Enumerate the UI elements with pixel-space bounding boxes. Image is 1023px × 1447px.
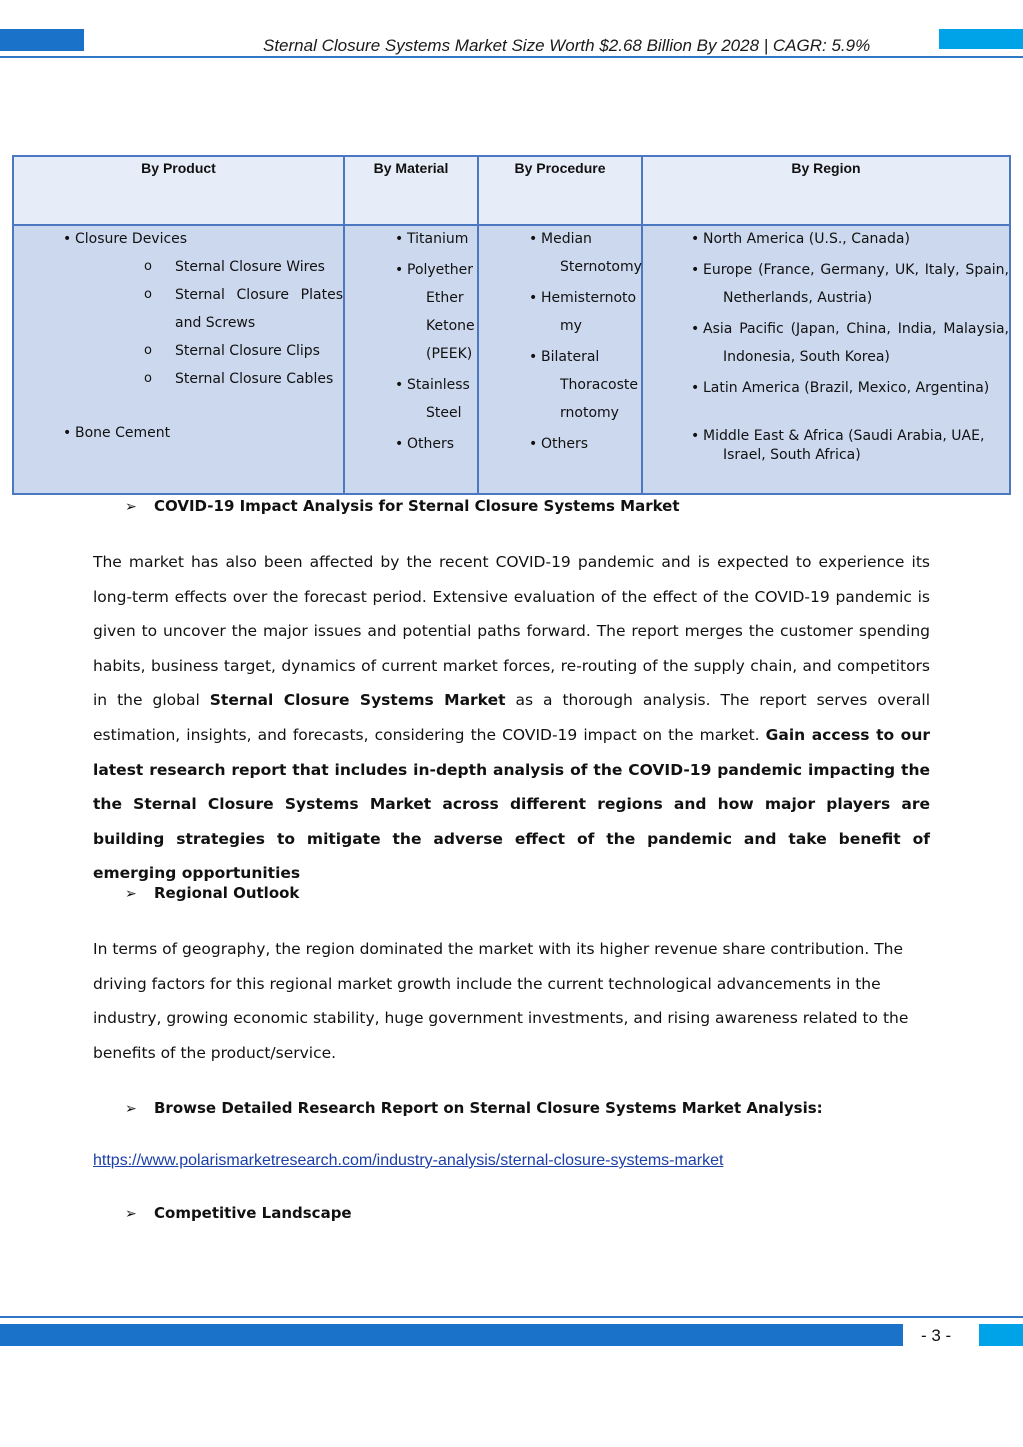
regional-paragraph: In terms of geography, the region dominated the market with its higher revenue share contribution. The driving factors for this regional market growth include the current technological advancements in the industry, growing economic stability, huge government investments, and rising awareness related to the benefits of the product/service. — [93, 940, 909, 1062]
footer-rule — [0, 1316, 1023, 1318]
covid-paragraph: The market has also been affected by the recent COVID-19 pandemic and is expected to experience its long-term effects over the forecast period. Extensive evaluation of the effect of the COVID-19 pandemic is given to uncover the major issues and potential paths forward. The report merges the customer spending habits, business target, dynamics of current market forces, re-routing of the supply chain, and competitors in the global Sternal Closure Systems Market as a thorough analysis. The report serves overall estimation, insights, and forecasts, considering the COVID-19 impact on the market. Gain access to our latest research report that includes in-depth analysis of the COVID-19 pandemic impacting the the Sternal Closure Systems Market across different regions and how major players are building strategies to mitigate the adverse effect of the pandemic and take benefit of emerging opportunities — [93, 553, 931, 883]
list-item: • Asia Pacific (Japan, China, India, Malaysia, — [691, 315, 1009, 343]
section-heading-regional: ➢ Regional Outlook — [125, 884, 300, 902]
list-item: • North America (U.S., Canada) — [691, 225, 1009, 253]
arrow-bullet-icon: ➢ — [125, 886, 137, 902]
material-cell: • Titanium • Polyether Ether Ketone (PEEK) • Stainless Steel • Others — [395, 225, 477, 458]
section-heading-browse: ➢ Browse Detailed Research Report on Sternal Closure Systems Market Analysis: — [125, 1099, 823, 1117]
report-link[interactable]: https://www.polarismarketresearch.com/industry-analysis/sternal-closure-systems-market — [93, 1152, 724, 1169]
product-cell-bone-cement — [63, 419, 343, 447]
list-item: • Latin America (Brazil, Mexico, Argentina) — [691, 374, 1009, 402]
header-accent-bar-right — [939, 29, 1023, 49]
page-number: - 3 - — [921, 1326, 952, 1345]
header-by-product: By Product — [141, 160, 216, 176]
list-item: • Others — [395, 430, 477, 458]
header-accent-bar-left — [0, 29, 84, 51]
header-rule — [0, 56, 1023, 58]
footer-accent-bar — [0, 1324, 903, 1346]
arrow-bullet-icon: ➢ — [125, 1101, 137, 1117]
list-item: • Bone Cement — [63, 419, 343, 447]
list-item: • Polyether — [395, 256, 477, 284]
procedure-cell: • Median Sternotomy • Hemisternoto my • Bilateral Thoracoste rnotomy • Others — [529, 225, 641, 458]
header-by-region: By Region — [791, 160, 861, 176]
list-item: o Sternal Closure Wires — [144, 259, 325, 275]
list-item: • Europe (France, Germany, UK, Italy, Spain, — [691, 256, 1009, 284]
list-item: • Closure Devices — [63, 225, 343, 253]
list-item: • Hemisternoto — [529, 284, 641, 312]
list-item: • Others — [529, 430, 641, 458]
column-divider — [477, 157, 479, 493]
list-item: • Middle East & Africa (Saudi Arabia, UAE, — [691, 427, 1009, 446]
list-item: • Median — [529, 225, 641, 253]
page-header-title: Sternal Closure Systems Market Size Worth $2.68 Billion By 2028 | CAGR: 5.9% — [263, 36, 871, 55]
segmentation-table — [12, 155, 1011, 495]
header-by-material: By Material — [373, 160, 449, 176]
list-item: o Sternal Closure Clips — [144, 343, 320, 359]
column-divider — [343, 157, 345, 493]
arrow-bullet-icon: ➢ — [125, 1206, 137, 1222]
arrow-bullet-icon: ➢ — [125, 499, 137, 515]
list-item: • Titanium — [395, 225, 477, 253]
footer-accent-bar-right — [979, 1324, 1023, 1346]
header-by-procedure: By Procedure — [514, 160, 606, 176]
region-cell: • North America (U.S., Canada) • Europe (France, Germany, UK, Italy, Spain, Netherlands, Austria) • Asia Pacific (Japan, China, India, Malaysia, Indonesia, South Korea) • Latin America (Brazil, Mexico, Argentina) • Middle East & Africa (Saudi Arabia, UAE, Israel, South Africa) — [691, 225, 1009, 465]
list-item: and Screws — [175, 315, 256, 331]
list-item: o Sternal Closure Cables — [144, 371, 334, 387]
list-item: • Stainless — [395, 371, 477, 399]
section-heading-competitive: ➢ Competitive Landscape — [125, 1204, 352, 1222]
product-cell — [63, 225, 343, 393]
section-heading-covid: ➢ COVID-19 Impact Analysis for Sternal Closure Systems Market — [125, 497, 680, 515]
list-item: o Sternal Closure Plates — [144, 287, 343, 303]
list-item: • Bilateral — [529, 343, 641, 371]
column-divider — [641, 157, 643, 493]
